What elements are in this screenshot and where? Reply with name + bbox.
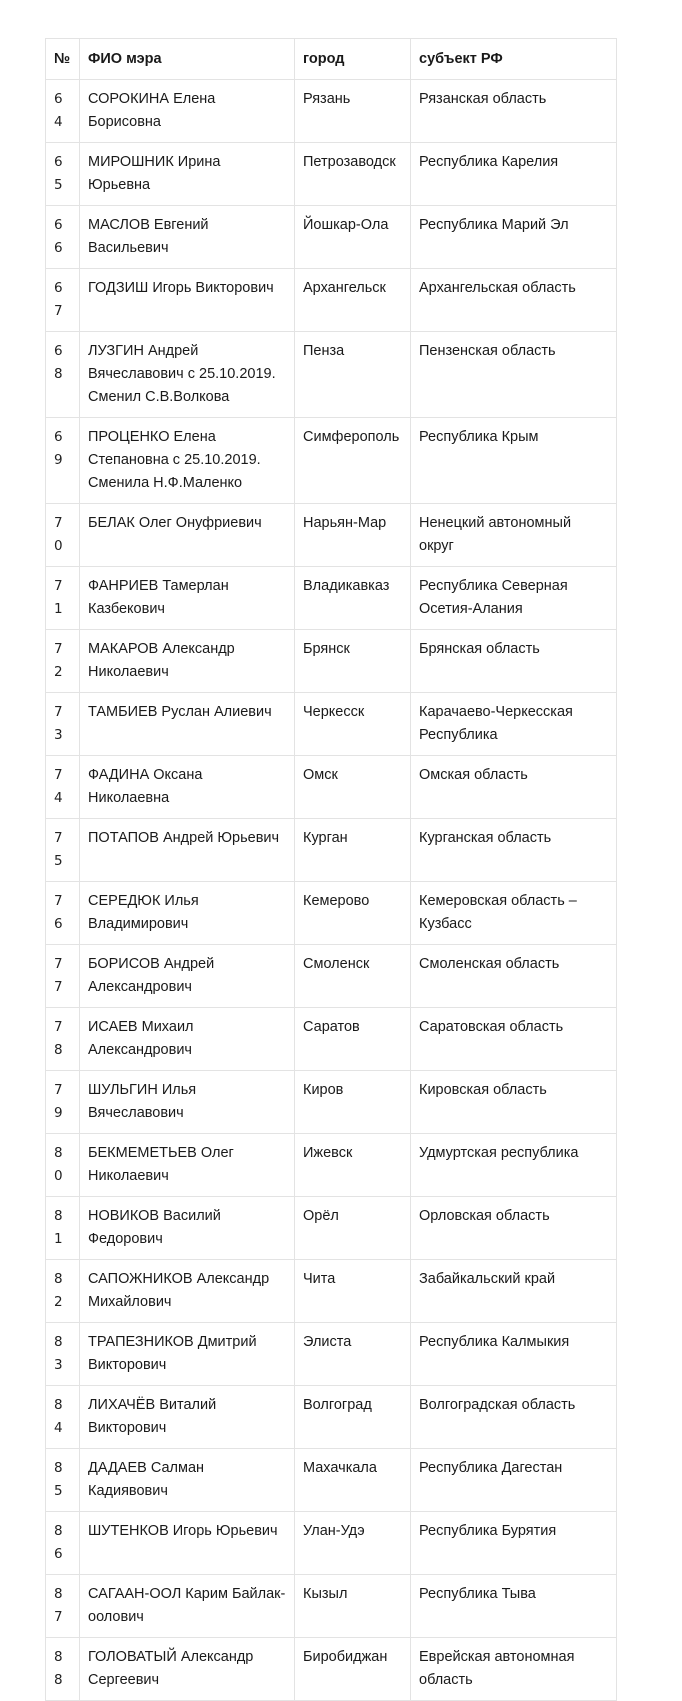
cell-city: Кызыл [295, 1575, 411, 1638]
cell-number: 73 [46, 693, 80, 756]
cell-region: Смоленская область [411, 945, 617, 1008]
cell-region: Курганская область [411, 819, 617, 882]
table-row [46, 882, 617, 945]
cell-mayor-name: СОРОКИНА Елена Борисовна [80, 80, 295, 143]
header-number: № [46, 39, 80, 80]
cell-city: Курган [295, 819, 411, 882]
cell-region: Республика Бурятия [411, 1512, 617, 1575]
cell-mayor-name: САГААН-ООЛ Карим Байлак-оолович [80, 1575, 295, 1638]
cell-region: Орловская область [411, 1197, 617, 1260]
cell-mayor-name: ИСАЕВ Михаил Александрович [80, 1008, 295, 1071]
cell-region: Брянская область [411, 630, 617, 693]
table-row [46, 1008, 617, 1071]
cell-number: 85 [46, 1449, 80, 1512]
cell-number: 71 [46, 567, 80, 630]
cell-mayor-name: ШУТЕНКОВ Игорь Юрьевич [80, 1512, 295, 1575]
table-row [46, 332, 617, 418]
cell-city: Брянск [295, 630, 411, 693]
cell-mayor-name: САПОЖНИКОВ Александр Михайлович [80, 1260, 295, 1323]
cell-city: Пенза [295, 332, 411, 418]
cell-city: Чита [295, 1260, 411, 1323]
cell-mayor-name: МИРОШНИК Ирина Юрьевна [80, 143, 295, 206]
table-row [46, 693, 617, 756]
table-row [46, 206, 617, 269]
cell-region: Забайкальский край [411, 1260, 617, 1323]
cell-mayor-name: БЕКМЕМЕТЬЕВ Олег Николаевич [80, 1134, 295, 1197]
cell-city: Улан-Удэ [295, 1512, 411, 1575]
cell-mayor-name: НОВИКОВ Василий Федорович [80, 1197, 295, 1260]
table-row [46, 567, 617, 630]
cell-mayor-name: ГОЛОВАТЫЙ Александр Сергеевич [80, 1638, 295, 1701]
cell-mayor-name: ТРАПЕЗНИКОВ Дмитрий Викторович [80, 1323, 295, 1386]
cell-city: Йошкар-Ола [295, 206, 411, 269]
cell-region: Волгоградская область [411, 1386, 617, 1449]
cell-number: 80 [46, 1134, 80, 1197]
cell-number: 75 [46, 819, 80, 882]
table-row [46, 1512, 617, 1575]
cell-region: Республика Дагестан [411, 1449, 617, 1512]
table-row [46, 1071, 617, 1134]
cell-region: Саратовская область [411, 1008, 617, 1071]
header-region: субъект РФ [411, 39, 617, 80]
cell-city: Рязань [295, 80, 411, 143]
cell-mayor-name: ПОТАПОВ Андрей Юрьевич [80, 819, 295, 882]
cell-number: 82 [46, 1260, 80, 1323]
header-mayor-name: ФИО мэра [80, 39, 295, 80]
table-row [46, 418, 617, 504]
cell-number: 67 [46, 269, 80, 332]
cell-mayor-name: ФАНРИЕВ Тамерлан Казбекович [80, 567, 295, 630]
table-row [46, 1323, 617, 1386]
cell-region: Республика Калмыкия [411, 1323, 617, 1386]
table-row [46, 1134, 617, 1197]
cell-region: Кировская область [411, 1071, 617, 1134]
table-body [46, 80, 617, 1701]
cell-city: Биробиджан [295, 1638, 411, 1701]
cell-number: 76 [46, 882, 80, 945]
cell-city: Черкесск [295, 693, 411, 756]
cell-city: Симферополь [295, 418, 411, 504]
cell-region: Архангельская область [411, 269, 617, 332]
cell-number: 70 [46, 504, 80, 567]
cell-city: Петрозаводск [295, 143, 411, 206]
cell-number: 66 [46, 206, 80, 269]
cell-region: Карачаево-Черкесская Республика [411, 693, 617, 756]
cell-region: Омская область [411, 756, 617, 819]
cell-region: Удмуртская республика [411, 1134, 617, 1197]
cell-mayor-name: ТАМБИЕВ Руслан Алиевич [80, 693, 295, 756]
table-row [46, 1638, 617, 1701]
cell-city: Элиста [295, 1323, 411, 1386]
cell-region: Республика Крым [411, 418, 617, 504]
table-header [46, 39, 617, 80]
cell-mayor-name: ДАДАЕВ Салман Кадиявович [80, 1449, 295, 1512]
table-row [46, 1386, 617, 1449]
cell-region: Ненецкий автономный округ [411, 504, 617, 567]
cell-mayor-name: ЛИХАЧЁВ Виталий Викторович [80, 1386, 295, 1449]
cell-region: Республика Тыва [411, 1575, 617, 1638]
table-row [46, 143, 617, 206]
cell-number: 74 [46, 756, 80, 819]
cell-number: 86 [46, 1512, 80, 1575]
cell-mayor-name: ЛУЗГИН Андрей Вячеславович с 25.10.2019. Сменил С.В.Волкова [80, 332, 295, 418]
cell-mayor-name: МАСЛОВ Евгений Васильевич [80, 206, 295, 269]
cell-region: Рязанская область [411, 80, 617, 143]
table-row [46, 1575, 617, 1638]
cell-region: Пензенская область [411, 332, 617, 418]
cell-number: 77 [46, 945, 80, 1008]
cell-mayor-name: ГОДЗИШ Игорь Викторович [80, 269, 295, 332]
cell-region: Республика Карелия [411, 143, 617, 206]
cell-mayor-name: СЕРЕДЮК Илья Владимирович [80, 882, 295, 945]
cell-number: 81 [46, 1197, 80, 1260]
cell-mayor-name: ШУЛЬГИН Илья Вячеславович [80, 1071, 295, 1134]
header-city: город [295, 39, 411, 80]
cell-number: 88 [46, 1638, 80, 1701]
cell-mayor-name: ПРОЦЕНКО Елена Степановна с 25.10.2019. Сменила Н.Ф.Маленко [80, 418, 295, 504]
cell-region: Еврейская автономная область [411, 1638, 617, 1701]
cell-city: Орёл [295, 1197, 411, 1260]
cell-number: 87 [46, 1575, 80, 1638]
cell-city: Ижевск [295, 1134, 411, 1197]
cell-region: Кемеровская область – Кузбасс [411, 882, 617, 945]
table-row [46, 504, 617, 567]
cell-mayor-name: МАКАРОВ Александр Николаевич [80, 630, 295, 693]
cell-number: 69 [46, 418, 80, 504]
cell-number: 83 [46, 1323, 80, 1386]
cell-region: Республика Марий Эл [411, 206, 617, 269]
cell-region: Республика Северная Осетия-Алания [411, 567, 617, 630]
table-row [46, 630, 617, 693]
table-row [46, 1449, 617, 1512]
cell-number: 72 [46, 630, 80, 693]
cell-city: Владикавказ [295, 567, 411, 630]
cell-mayor-name: ФАДИНА Оксана Николаевна [80, 756, 295, 819]
table-row [46, 80, 617, 143]
mayors-table [45, 38, 617, 1701]
cell-number: 65 [46, 143, 80, 206]
cell-city: Волгоград [295, 1386, 411, 1449]
cell-number: 84 [46, 1386, 80, 1449]
cell-city: Смоленск [295, 945, 411, 1008]
cell-number: 64 [46, 80, 80, 143]
cell-number: 78 [46, 1008, 80, 1071]
table-row [46, 819, 617, 882]
cell-city: Махачкала [295, 1449, 411, 1512]
table-row [46, 269, 617, 332]
cell-mayor-name: БЕЛАК Олег Онуфриевич [80, 504, 295, 567]
cell-city: Саратов [295, 1008, 411, 1071]
cell-city: Киров [295, 1071, 411, 1134]
cell-number: 79 [46, 1071, 80, 1134]
cell-city: Омск [295, 756, 411, 819]
cell-number: 68 [46, 332, 80, 418]
table-row [46, 945, 617, 1008]
table-row [46, 1197, 617, 1260]
cell-city: Архангельск [295, 269, 411, 332]
cell-city: Кемерово [295, 882, 411, 945]
cell-city: Нарьян-Мар [295, 504, 411, 567]
cell-mayor-name: БОРИСОВ Андрей Александрович [80, 945, 295, 1008]
table-row [46, 756, 617, 819]
header-row [46, 39, 617, 80]
table-row [46, 1260, 617, 1323]
